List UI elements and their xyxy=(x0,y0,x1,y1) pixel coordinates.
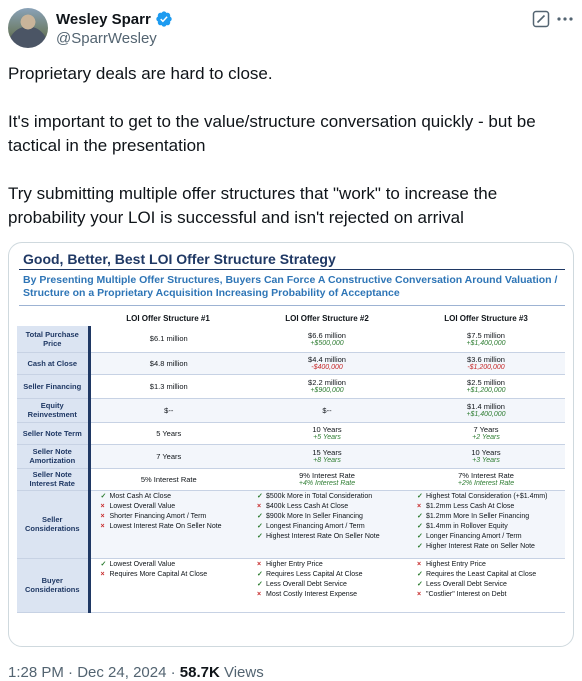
check-icon: ✓ xyxy=(257,570,263,578)
list-item-text: Lowest Interest Rate On Seller Note xyxy=(109,522,222,530)
x-mark-icon: × xyxy=(417,590,422,598)
cell-value: $6.6 million xyxy=(308,330,346,340)
column-header: LOI Offer Structure #2 xyxy=(285,313,369,323)
tweet-date[interactable]: Dec 24, 2024 xyxy=(77,664,167,681)
considerations-list xyxy=(249,560,405,600)
table-cell xyxy=(89,444,247,468)
table-cell xyxy=(407,422,565,444)
considerations-cell xyxy=(407,490,565,558)
table-row xyxy=(17,374,565,398)
check-icon: ✓ xyxy=(417,542,423,550)
table-cell xyxy=(89,352,247,374)
check-icon: ✓ xyxy=(257,522,263,530)
author-name[interactable]: Wesley Sparr xyxy=(56,10,151,28)
list-item-text: $1.2mm Less Cash At Close xyxy=(426,502,515,510)
list-item xyxy=(101,512,246,522)
check-icon: ✓ xyxy=(417,570,423,578)
grok-icon[interactable] xyxy=(532,10,550,28)
considerations-list xyxy=(249,492,405,542)
check-icon: ✓ xyxy=(257,492,263,500)
column-header: LOI Offer Structure #3 xyxy=(444,313,528,323)
cell-value: 5 Years xyxy=(156,428,182,438)
cell-value: 7 Years xyxy=(473,425,499,434)
cell-delta: -$400,000 xyxy=(311,364,343,371)
cell-value: 7 Years xyxy=(156,451,182,461)
considerations-row xyxy=(17,490,565,558)
list-item-text: Requires Less Capital At Close xyxy=(266,570,363,578)
column-header: LOI Offer Structure #1 xyxy=(126,313,210,323)
cell-delta: +$500,000 xyxy=(310,339,344,347)
cell-value: $1.3 million xyxy=(149,381,188,391)
cell-delta: -$1,200,000 xyxy=(467,364,505,371)
cell-delta: +2% Interest Rate xyxy=(457,480,515,487)
list-item-text: Shorter Financing Amort / Term xyxy=(109,512,207,520)
list-item xyxy=(257,560,405,570)
list-item-text: Less Overall Debt Service xyxy=(426,580,507,588)
row-header: Seller Considerations xyxy=(17,490,89,558)
considerations-cell xyxy=(247,490,407,558)
table-cell xyxy=(407,444,565,468)
cell-value: $-- xyxy=(322,405,332,415)
cell-value: $4.4 million xyxy=(308,355,346,364)
table-body xyxy=(17,326,565,612)
cell-value: $-- xyxy=(164,405,174,415)
list-item-text: Requires the Least Capital at Close xyxy=(426,570,537,578)
table-cell xyxy=(247,352,407,374)
cell-value: $2.2 million xyxy=(308,378,346,387)
table-cell xyxy=(247,374,407,398)
cell-value: 9% Interest Rate xyxy=(299,471,355,480)
list-item xyxy=(257,580,405,590)
tweet-header xyxy=(8,8,574,50)
check-icon: ✓ xyxy=(257,512,263,520)
list-item-text: $400k Less Cash At Close xyxy=(266,502,349,510)
list-item-text: Highest Total Consideration (+$1.4mm) xyxy=(426,492,548,500)
table-cell xyxy=(407,374,565,398)
check-icon: ✓ xyxy=(417,580,423,588)
considerations-cell xyxy=(89,558,247,612)
row-header: Buyer Considerations xyxy=(17,558,89,612)
tweet-media-image[interactable] xyxy=(8,242,574,647)
considerations-cell xyxy=(407,558,565,612)
check-icon: ✓ xyxy=(417,532,423,540)
tweet-paragraph: It's important to get to the value/structure conversation quickly - but be tactical in the presentation xyxy=(8,112,536,155)
list-item-text: "Costlier" Interest on Debt xyxy=(426,590,507,598)
views-count: 58.7K xyxy=(179,664,220,681)
cell-delta: +5 Years xyxy=(313,434,341,441)
loi-table xyxy=(17,310,565,613)
views-label: Views xyxy=(219,664,264,681)
author-handle[interactable]: @SparrWesley xyxy=(56,30,157,47)
list-item-text: Requires More Capital At Close xyxy=(109,570,208,578)
check-icon: ✓ xyxy=(257,580,263,588)
list-item xyxy=(101,560,246,570)
x-mark-icon: × xyxy=(257,502,262,510)
cell-delta: +3 Years xyxy=(472,457,500,464)
list-item xyxy=(101,492,246,502)
x-mark-icon: × xyxy=(257,590,262,598)
list-item-text: Highest Interest Rate On Seller Note xyxy=(266,532,380,540)
row-header: Seller Note Term xyxy=(17,422,89,444)
check-icon: ✓ xyxy=(100,560,107,568)
tweet-paragraph: Proprietary deals are hard to close. xyxy=(8,64,273,83)
list-item xyxy=(417,560,563,570)
avatar[interactable] xyxy=(8,8,48,48)
list-item xyxy=(417,502,563,512)
table-row xyxy=(17,352,565,374)
cell-delta: +$1,200,000 xyxy=(466,387,506,394)
table-corner xyxy=(17,310,89,326)
row-header: Cash at Close xyxy=(17,352,89,374)
list-item-text: Lowest Overall Value xyxy=(109,502,176,510)
list-item xyxy=(257,532,405,542)
cell-delta: +8 Years xyxy=(313,457,341,464)
table-cell xyxy=(407,468,565,490)
cell-delta: +$1,400,000 xyxy=(466,339,506,347)
list-item-text: Longer Financing Amort / Term xyxy=(426,532,522,540)
cell-value: $3.6 million xyxy=(467,355,505,364)
infographic-subtitle: By Presenting Multiple Offer Structures, Buyers Can Force A Constructive Conversation Around Valuation / Structure on a Proprietary Acquisition Increasing Probability of Acceptance xyxy=(23,274,558,299)
list-item xyxy=(257,512,405,522)
table-row xyxy=(17,422,565,444)
cell-delta: +2 Years xyxy=(472,434,500,441)
x-mark-icon: × xyxy=(100,512,105,520)
considerations-cell xyxy=(89,490,247,558)
row-header: Seller Note Amortization xyxy=(17,444,89,468)
loi-infographic xyxy=(17,249,565,641)
table-cell xyxy=(407,352,565,374)
cell-value: $1.4 million xyxy=(467,402,505,411)
verified-badge-icon xyxy=(155,10,173,28)
author-name-row xyxy=(56,10,173,28)
list-item-text: Most Costly Interest Expense xyxy=(266,590,358,598)
row-header: Total Purchase Price xyxy=(17,326,89,352)
table-row xyxy=(17,398,565,422)
title-divider xyxy=(19,269,565,270)
cell-value: 5% Interest Rate xyxy=(140,474,197,484)
x-mark-icon: × xyxy=(417,560,422,568)
list-item-text: $500k More in Total Consideration xyxy=(266,492,373,500)
list-item xyxy=(417,570,563,580)
cell-value: $6.1 million xyxy=(149,334,188,344)
meta-separator: · xyxy=(63,664,78,681)
check-icon: ✓ xyxy=(417,512,423,520)
list-item-text: Less Overall Debt Service xyxy=(266,580,347,588)
table-cell xyxy=(247,326,407,352)
row-header: Seller Financing xyxy=(17,374,89,398)
list-item xyxy=(417,532,563,542)
cell-value: $2.5 million xyxy=(467,378,505,387)
cell-value: 7% Interest Rate xyxy=(458,471,514,480)
list-item xyxy=(417,512,563,522)
table-cell xyxy=(89,468,247,490)
row-header: Equity Reinvestment xyxy=(17,398,89,422)
x-mark-icon: × xyxy=(100,522,105,530)
list-item xyxy=(257,492,405,502)
x-mark-icon: × xyxy=(257,560,262,568)
meta-separator: · xyxy=(166,664,180,681)
list-item-text: Most Cash At Close xyxy=(109,492,171,500)
list-item-text: Higher Entry Price xyxy=(266,560,323,568)
cell-delta: +4% Interest Rate xyxy=(298,480,356,487)
considerations-list xyxy=(93,560,246,580)
table-cell xyxy=(407,326,565,352)
cell-delta: +$900,000 xyxy=(310,387,344,394)
list-item xyxy=(417,542,563,552)
table-cell xyxy=(89,374,247,398)
check-icon: ✓ xyxy=(100,492,107,500)
cell-value: 10 Years xyxy=(312,425,342,434)
table-row xyxy=(17,326,565,352)
cell-value: $7.5 million xyxy=(467,330,505,340)
list-item xyxy=(257,570,405,580)
tweet-meta xyxy=(8,664,264,681)
list-item xyxy=(257,502,405,512)
list-item xyxy=(101,570,246,580)
list-item-text: Higher Interest Rate on Seller Note xyxy=(426,542,535,550)
list-item-text: $1.4mm in Rollover Equity xyxy=(426,522,508,530)
x-mark-icon: × xyxy=(100,570,105,578)
x-mark-icon: × xyxy=(100,502,105,510)
table-cell xyxy=(407,398,565,422)
check-icon: ✓ xyxy=(417,522,423,530)
table-cell xyxy=(247,422,407,444)
cell-value: 15 Years xyxy=(312,448,342,457)
tweet-paragraph: Try submitting multiple offer structures that "work" to increase the probability your LOI is successful and isn't rejected on arrival xyxy=(8,184,498,227)
subtitle-divider xyxy=(19,305,565,306)
list-item xyxy=(257,522,405,532)
list-item xyxy=(417,580,563,590)
list-item xyxy=(101,522,246,532)
list-item-text: $900k More In Seller Financing xyxy=(266,512,363,520)
list-item-text: $1.2mm More In Seller Financing xyxy=(426,512,530,520)
list-item xyxy=(101,502,246,512)
list-item xyxy=(417,590,563,600)
cell-value: 10 Years xyxy=(471,448,501,457)
considerations-list xyxy=(409,492,563,552)
table-cell xyxy=(89,422,247,444)
list-item xyxy=(417,522,563,532)
cell-delta: +$1,400,000 xyxy=(466,411,506,418)
considerations-list xyxy=(93,492,246,532)
tweet-text xyxy=(8,62,574,230)
considerations-row xyxy=(17,558,565,612)
table-cell xyxy=(89,398,247,422)
table-cell xyxy=(247,398,407,422)
list-item-text: Lowest Overall Value xyxy=(109,560,176,568)
list-item xyxy=(417,492,563,502)
list-item-text: Highest Entry Price xyxy=(426,560,486,568)
table-cell xyxy=(89,326,247,352)
considerations-cell xyxy=(247,558,407,612)
table-header-row xyxy=(17,310,565,326)
row-header: Seller Note Interest Rate xyxy=(17,468,89,490)
x-mark-icon: × xyxy=(417,502,422,510)
table-row xyxy=(17,444,565,468)
table-row xyxy=(17,468,565,490)
more-options-icon[interactable] xyxy=(556,14,574,24)
check-icon: ✓ xyxy=(257,532,263,540)
cell-value: $4.8 million xyxy=(149,358,188,368)
considerations-list xyxy=(409,560,563,600)
table-cell xyxy=(247,444,407,468)
infographic-title: Good, Better, Best LOI Offer Structure Strategy xyxy=(23,251,336,267)
list-item xyxy=(257,590,405,600)
tweet-time[interactable]: 1:28 PM xyxy=(8,664,64,681)
check-icon: ✓ xyxy=(417,492,423,500)
list-item-text: Longest Financing Amort / Term xyxy=(266,522,365,530)
table-cell xyxy=(247,468,407,490)
